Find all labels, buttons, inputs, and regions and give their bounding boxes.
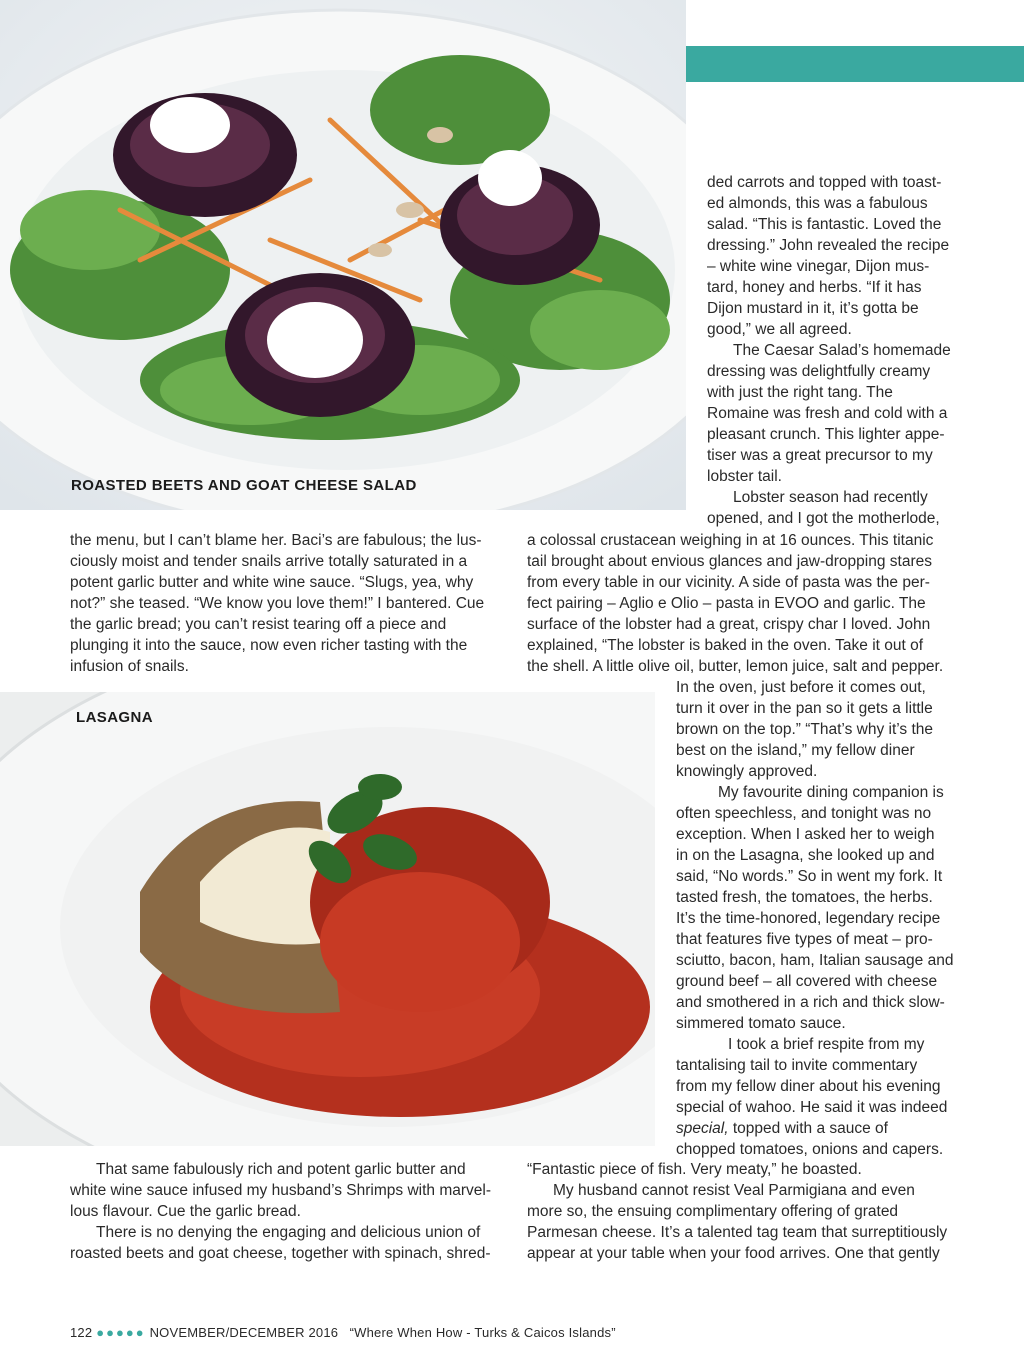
text-line [676,1118,956,1139]
text-line: plunging it into the sauce, now even richer tasting with the [70,637,468,654]
text-line: My favourite dining companion is [718,784,944,801]
text-line: chopped tomatoes, onions and capers. [676,1141,944,1158]
publication-name: “Where When How - Turks & Caicos Islands” [349,1325,616,1340]
text-line: appear at your table when your food arrives. One that gently [527,1245,940,1262]
text-column-right-wide [527,530,957,677]
text-line: said, “No words.” So in went my fork. It [676,868,943,885]
text-line: “Fantastic piece of fish. Very meaty,” he boasted. [527,1161,862,1178]
text-line: turn it over in the pan so it gets a little [676,700,933,717]
text-line: from my fellow diner about his evening [676,1078,941,1095]
text-line: pleasant crunch. This lighter appe- [707,426,945,443]
text-column-right-narrow [676,677,956,1160]
text-line: It’s the time-honored, legendary recipe [676,910,941,927]
text-line: lobster tail. [707,468,782,485]
text-column-top-right [707,172,957,529]
text-line: salad. “This is fantastic. Loved the [707,216,942,233]
text-line: lous flavour. Cue the garlic bread. [70,1203,301,1220]
text-column-right-bottom [527,1159,957,1264]
text-line: dressing was delightfully creamy [707,363,931,380]
text-line: with just the right tang. The [707,384,893,401]
text-line: and smothered in a rich and thick slow- [676,994,945,1011]
issue-date: NOVEMBER/DECEMBER 2016 [149,1325,339,1340]
text-column-left-bottom [70,1159,500,1264]
text-line: ciously moist and tender snails arrive totally saturated in a [70,553,468,570]
text-line: good,” we all agreed. [707,321,852,338]
text-fragment: topped with a sauce of [728,1120,888,1137]
salad-photo [0,0,686,510]
text-line: special of wahoo. He said it was indeed [676,1099,948,1116]
text-line: potent garlic butter and white wine sauce. “Slugs, yea, why [70,574,474,591]
text-line: in on the Lasagna, she looked up and [676,847,935,864]
page-number: 122 [70,1325,93,1340]
text-line: tard, honey and herbs. “If it has [707,279,922,296]
text-line: tasted fresh, the tomatoes, the herbs. [676,889,933,906]
lasagna-photo [0,692,655,1146]
text-line: the menu, but I can’t blame her. Baci’s are fabulous; the lus- [70,532,482,549]
text-line: sciutto, bacon, ham, Italian sausage and [676,952,954,969]
text-line: Dijon mustard in it, it’s gotta be [707,300,919,317]
text-line: a colossal crustacean weighing in at 16 ounces. This titanic [527,532,934,549]
text-line: – white wine vinegar, Dijon mus- [707,258,930,275]
text-line: that features five types of meat – pro- [676,931,933,948]
text-line: brown on the top.” “That’s why it’s the [676,721,934,738]
text-line: That same fabulously rich and potent garlic butter and [96,1161,466,1178]
text-line: ded carrots and topped with toast- [707,174,942,191]
text-line: white wine sauce infused my husband’s Shrimps with marvel- [70,1182,491,1199]
text-line: exception. When I asked her to weigh [676,826,935,843]
accent-bar [686,46,1024,82]
text-line: more so, the ensuing complimentary offering of grated [527,1203,899,1220]
text-line: not?” she teased. “We know you love them!” I bantered. Cue [70,595,485,612]
text-line: Parmesan cheese. It’s a talented tag team that surreptitiously [527,1224,948,1241]
text-line: the garlic bread; you can’t resist tearing off a piece and [70,616,447,633]
text-line: ground beef – all covered with cheese [676,973,938,990]
text-line: explained, “The lobster is baked in the oven. Take it out of [527,637,924,654]
text-line: often speechless, and tonight was no [676,805,932,822]
text-line: from every table in our vicinity. A side of pasta was the per- [527,574,930,591]
page-footer [70,1325,616,1340]
text-line: My husband cannot resist Veal Parmigiana and even [553,1182,915,1199]
text-line: the shell. A little olive oil, butter, lemon juice, salt and pepper. [527,658,944,675]
text-line: opened, and I got the motherlode, [707,510,940,527]
dot-separator: ●●●●● [96,1325,146,1340]
text-line: There is no denying the engaging and delicious union of [96,1224,481,1241]
text-line: ed almonds, this was a fabulous [707,195,928,212]
text-line: roasted beets and goat cheese, together with spinach, shred- [70,1245,491,1262]
text-line: infusion of snails. [70,658,189,675]
text-line: The Caesar Salad’s homemade [733,342,951,359]
text-line: I took a brief respite from my [728,1036,925,1053]
text-line: simmered tomato sauce. [676,1015,846,1032]
text-line: best on the island,” my fellow diner [676,742,915,759]
text-line: Romaine was fresh and cold with a [707,405,948,422]
text-line: tiser was a great precursor to my [707,447,933,464]
text-line: Lobster season had recently [733,489,928,506]
emphasis-special: special, [676,1120,729,1137]
text-line: tantalising tail to invite commentary [676,1057,918,1074]
lasagna-caption: LASAGNA [76,709,153,726]
text-line: knowingly approved. [676,763,818,780]
text-line: dressing.” John revealed the recipe [707,237,950,254]
text-line: In the oven, just before it comes out, [676,679,926,696]
text-line: fect pairing – Aglio e Olio – pasta in EVOO and garlic. The [527,595,926,612]
salad-caption: ROASTED BEETS AND GOAT CHEESE SALAD [71,477,417,494]
text-line: tail brought about envious glances and jaw-dropping stares [527,553,932,570]
text-line: surface of the lobster had a great, crispy char I loved. John [527,616,931,633]
text-column-left-middle [70,530,500,677]
